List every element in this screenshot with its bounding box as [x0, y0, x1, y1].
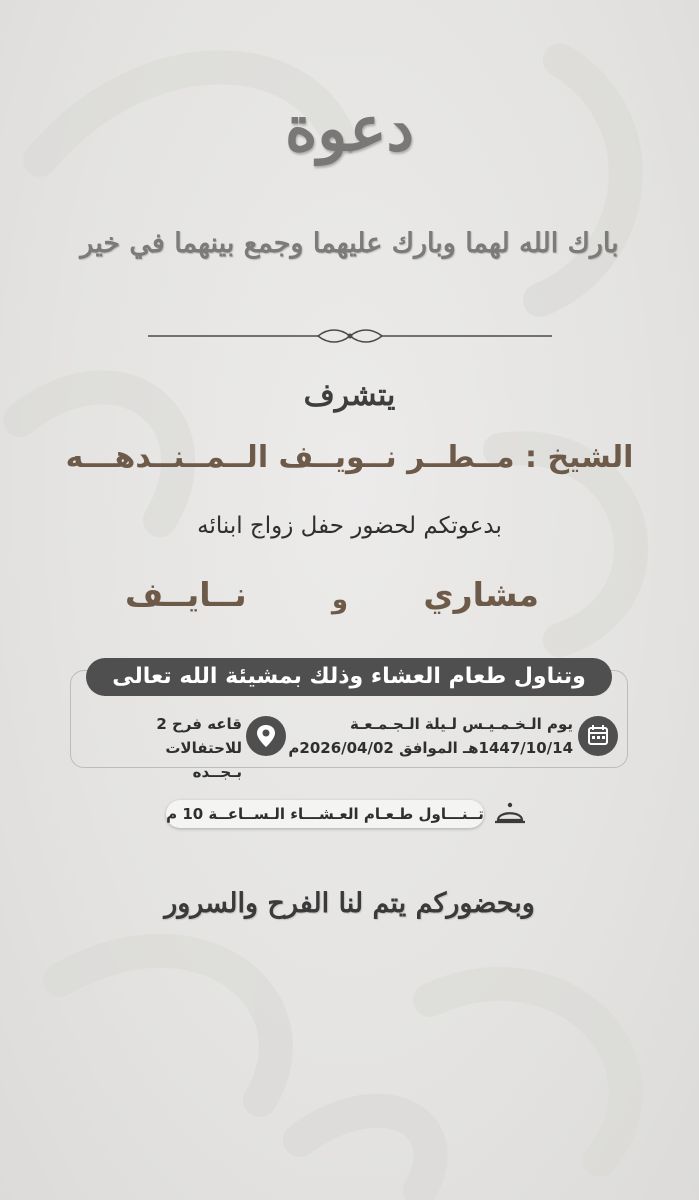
calendar-icon — [578, 716, 618, 756]
location-pin-icon — [246, 716, 286, 756]
host-name: الشيخ : مــطــر نــويــف الــمــنــدهـــه — [65, 440, 634, 475]
date-line-day: يوم الـخـمـيـس لـيلة الـجـمـعـة — [350, 715, 573, 733]
venue-line-city: بـجــده — [192, 763, 242, 781]
honored-label: يتشرف — [303, 378, 396, 413]
dinner-note-pill: وتناول طعام العشاء وذلك بمشيئة الله تعالى — [86, 658, 612, 696]
dinner-time-pill: تــنـــاول طـعـام العـشـــاء الـســاعــة 10 م — [166, 800, 484, 828]
groom-one-name: مشاري — [423, 575, 539, 614]
invite-line: بدعوتكم لحضور حفل زواج ابنائه — [197, 513, 502, 539]
blessing-calligraphy: بارك الله لهما وبارك عليهما وجمع بينهما في خير — [80, 228, 619, 259]
venue-line-name: قاعه فرح 2 للاحتفالات — [156, 715, 242, 757]
venue-info — [78, 712, 242, 784]
date-line-dates: 1447/10/14هـ الموافق 2026/04/02م — [288, 739, 573, 757]
groom-two-name: نــايــف — [125, 575, 247, 614]
ornament-divider-icon — [148, 326, 552, 346]
invitation-title: دعوة — [284, 92, 415, 165]
closing-calligraphy: وبحضوركم يتم لنا الفرح والسرور — [164, 888, 535, 919]
serving-dish-icon — [493, 798, 527, 828]
date-info — [273, 712, 573, 760]
and-separator: و — [331, 585, 349, 615]
